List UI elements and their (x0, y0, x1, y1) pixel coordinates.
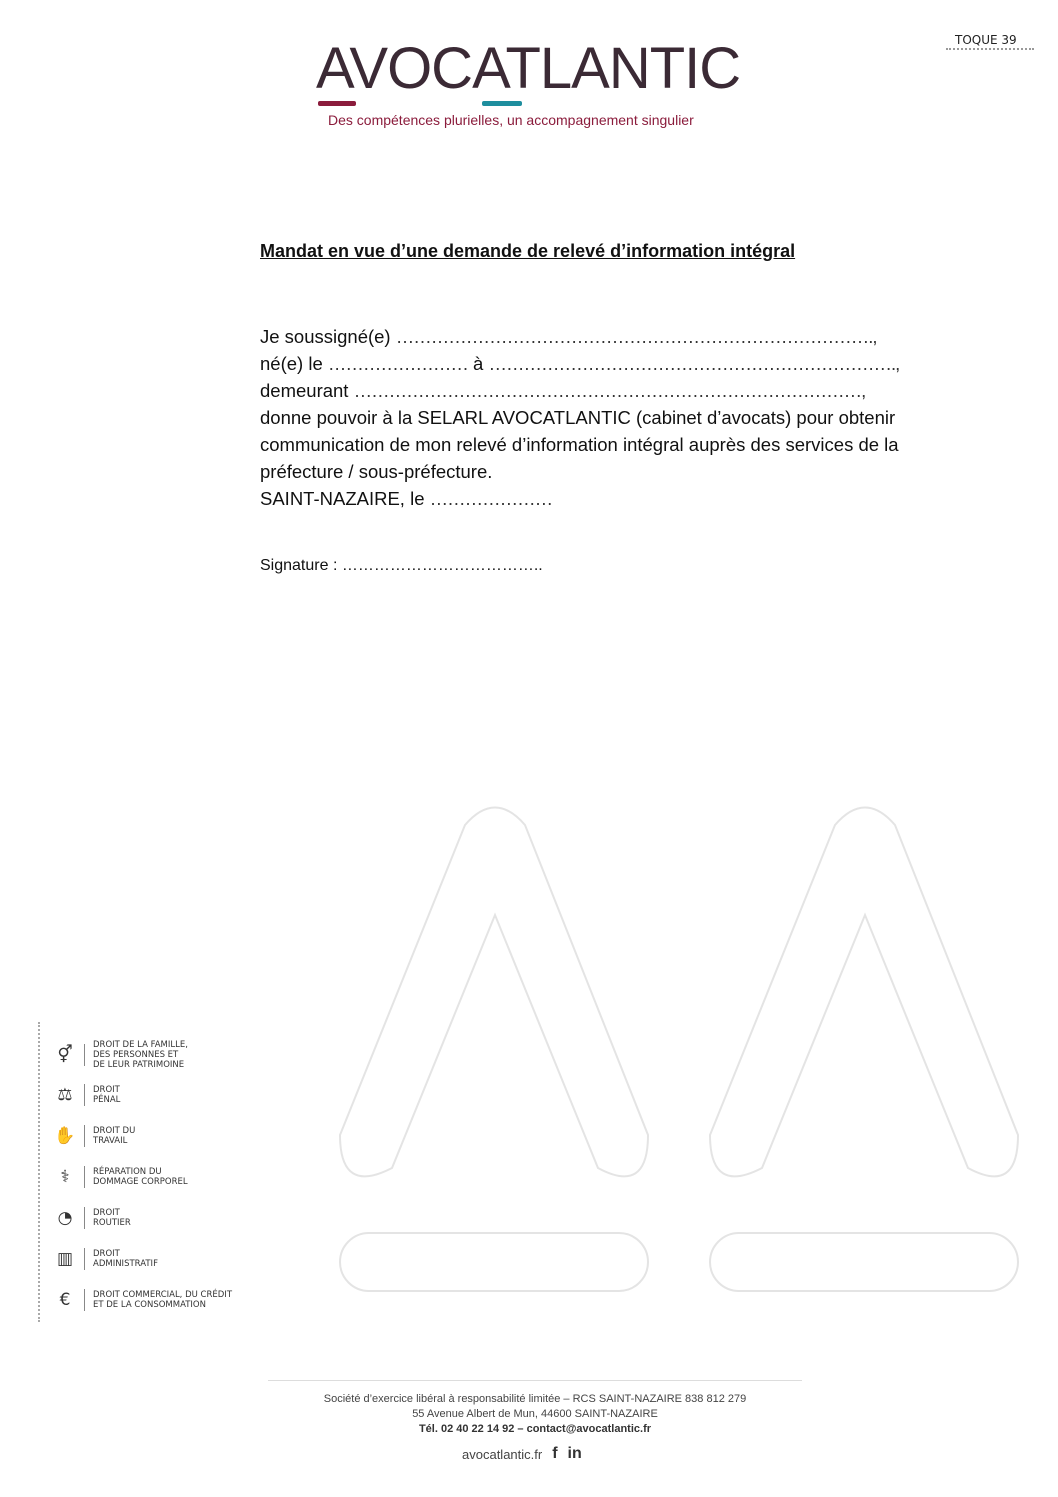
line-pouvoir: donne pouvoir à la SELARL AVOCATLANTIC (cabinet d’avocats) pour obtenir (260, 407, 896, 428)
separator (84, 1166, 85, 1188)
practice-area-item (52, 1242, 158, 1276)
bandage-icon: ⚕ (60, 1167, 70, 1187)
watermark-logo-graphic (330, 790, 1030, 1300)
line-communication: communication de mon relevé d’information intégral auprès des services de la (260, 434, 899, 455)
footer-divider (268, 1380, 802, 1381)
label-a: à (473, 353, 484, 374)
building-icon: ▥ (56, 1249, 74, 1269)
line-name (260, 323, 980, 350)
footer-legal: Société d’exercice libéral à responsabilité limitée – RCS SAINT-NAZAIRE 838 812 279 (323, 1393, 747, 1405)
field-address[interactable]: ……………………………………………………………………………, (353, 380, 866, 401)
practice-area-label: DROIT DU TRAVAIL (93, 1126, 136, 1146)
toque-number: TOQUE 39 (955, 33, 1017, 47)
practice-area-label: DROIT PÉNAL (93, 1085, 121, 1105)
toque-divider (946, 48, 1034, 54)
practice-area-item (52, 1283, 232, 1317)
line-birth (260, 350, 980, 377)
practice-area-label: RÉPARATION DU DOMMAGE CORPOREL (93, 1167, 188, 1187)
practice-areas (38, 1022, 268, 1322)
practice-area-item (52, 1119, 135, 1153)
label-city-date: SAINT-NAZAIRE, le (260, 488, 425, 509)
footer-contact[interactable]: Tél. 02 40 22 14 92 – contact@avocatlantic.fr (418, 1423, 652, 1435)
mandate-body (260, 323, 980, 512)
signature-field[interactable]: Signature : ……………………………….. (260, 557, 543, 574)
euro-icon: € (59, 1290, 71, 1310)
line-address (260, 377, 980, 404)
field-name[interactable]: ………………………………………………………………………., (395, 326, 877, 347)
separator (84, 1044, 85, 1066)
practice-area-label: DROIT ADMINISTRATIF (93, 1249, 158, 1269)
logo-accent-red (318, 101, 356, 106)
logo (316, 36, 741, 128)
separator (84, 1084, 85, 1106)
label-demeurant: demeurant (260, 380, 349, 401)
practice-area-item (52, 1201, 131, 1235)
practice-area-label: DROIT COMMERCIAL, DU CRÉDIT ET DE LA CONSOMMATION (93, 1290, 233, 1310)
practice-areas-divider (38, 1022, 40, 1322)
logo-accent-teal (482, 101, 522, 106)
label-soussigne: Je soussigné(e) (260, 326, 391, 347)
separator (84, 1125, 85, 1147)
field-date[interactable]: ………………… (429, 488, 553, 509)
facebook-icon[interactable]: f (552, 1445, 558, 1462)
label-ne-le: né(e) le (260, 353, 323, 374)
field-birth-date[interactable]: …………………… (327, 353, 468, 374)
logo-tagline: Des compétences plurielles, un accompagnement singulier (328, 112, 694, 128)
footer (268, 1392, 802, 1437)
footer-website-row (462, 1445, 582, 1463)
line-date (260, 485, 980, 512)
practice-area-item (52, 1078, 120, 1112)
family-icon: ⚥ (57, 1045, 73, 1065)
speedometer-icon: ◔ (57, 1208, 73, 1228)
separator (84, 1207, 85, 1229)
practice-area-label: DROIT ROUTIER (93, 1208, 131, 1228)
practice-area-item (52, 1160, 188, 1194)
logo-wordmark: AVOCATLANTIC (316, 36, 741, 101)
field-birth-place[interactable]: ……………………………………………………………., (488, 353, 900, 374)
document-title: Mandat en vue d’une demande de relevé d’information intégral (260, 241, 796, 261)
separator (84, 1248, 85, 1270)
gavel-icon: ⚖ (57, 1085, 73, 1105)
practice-area-label: DROIT DE LA FAMILLE, DES PERSONNES ET DE LEUR PATRIMOINE (93, 1040, 188, 1070)
practice-area-item (52, 1038, 188, 1072)
website-link[interactable]: avocatlantic.fr (462, 1446, 543, 1462)
handshake-icon: ✋ (54, 1126, 76, 1146)
line-prefecture: préfecture / sous-préfecture. (260, 461, 493, 482)
footer-address: 55 Avenue Albert de Mun, 44600 SAINT-NAZAIRE (412, 1408, 658, 1420)
linkedin-icon[interactable]: in (567, 1445, 582, 1462)
separator (84, 1289, 85, 1311)
